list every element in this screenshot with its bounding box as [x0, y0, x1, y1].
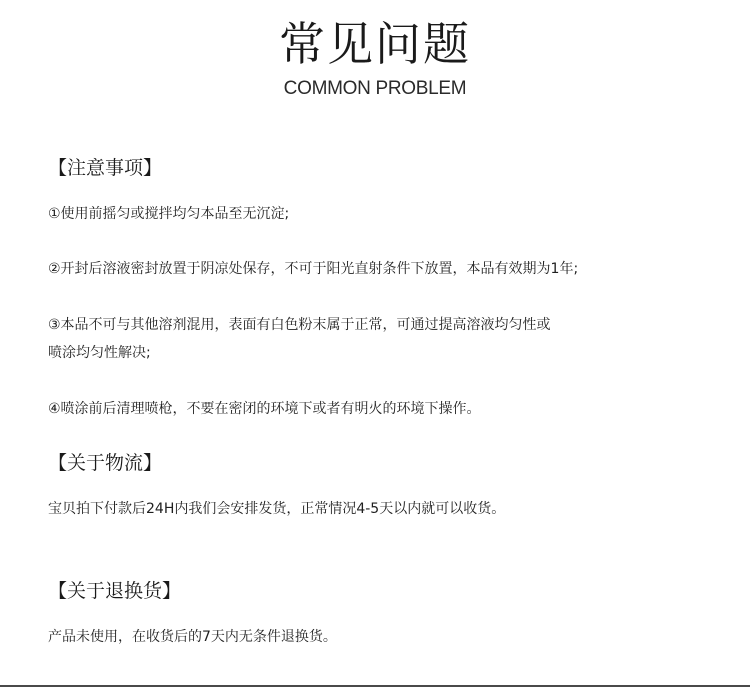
bottom-divider	[0, 685, 750, 687]
notes-item-1: ①使用前摇匀或搅拌均匀本品至无沉淀;	[48, 206, 290, 222]
returns-text: 产品未使用，在收货后的7天内无条件退换货。	[48, 629, 337, 645]
notes-item-4: ④喷涂前后清理喷枪，不要在密闭的环境下或者有明火的环境下操作。	[48, 401, 481, 417]
logistics-text: 宝贝拍下付款后24H内我们会安排发货，正常情况4-5天以内就可以收货。	[48, 501, 506, 517]
notes-item-3-line-2: 喷涂均匀性解决;	[48, 345, 151, 361]
notes-item-3-line-1: ③本品不可与其他溶剂混用，表面有白色粉末属于正常，可通过提高溶液均匀性或	[48, 317, 551, 333]
page-subtitle: COMMON PROBLEM	[283, 78, 467, 99]
logistics-heading: 【关于物流】	[48, 452, 163, 474]
notes-heading: 【注意事项】	[48, 157, 163, 179]
returns-heading: 【关于退换货】	[48, 580, 182, 602]
page-title: 常见问题	[279, 17, 471, 71]
notes-item-2: ②开封后溶液密封放置于阴凉处保存，不可于阳光直射条件下放置，本品有效期为1年;	[48, 261, 579, 277]
